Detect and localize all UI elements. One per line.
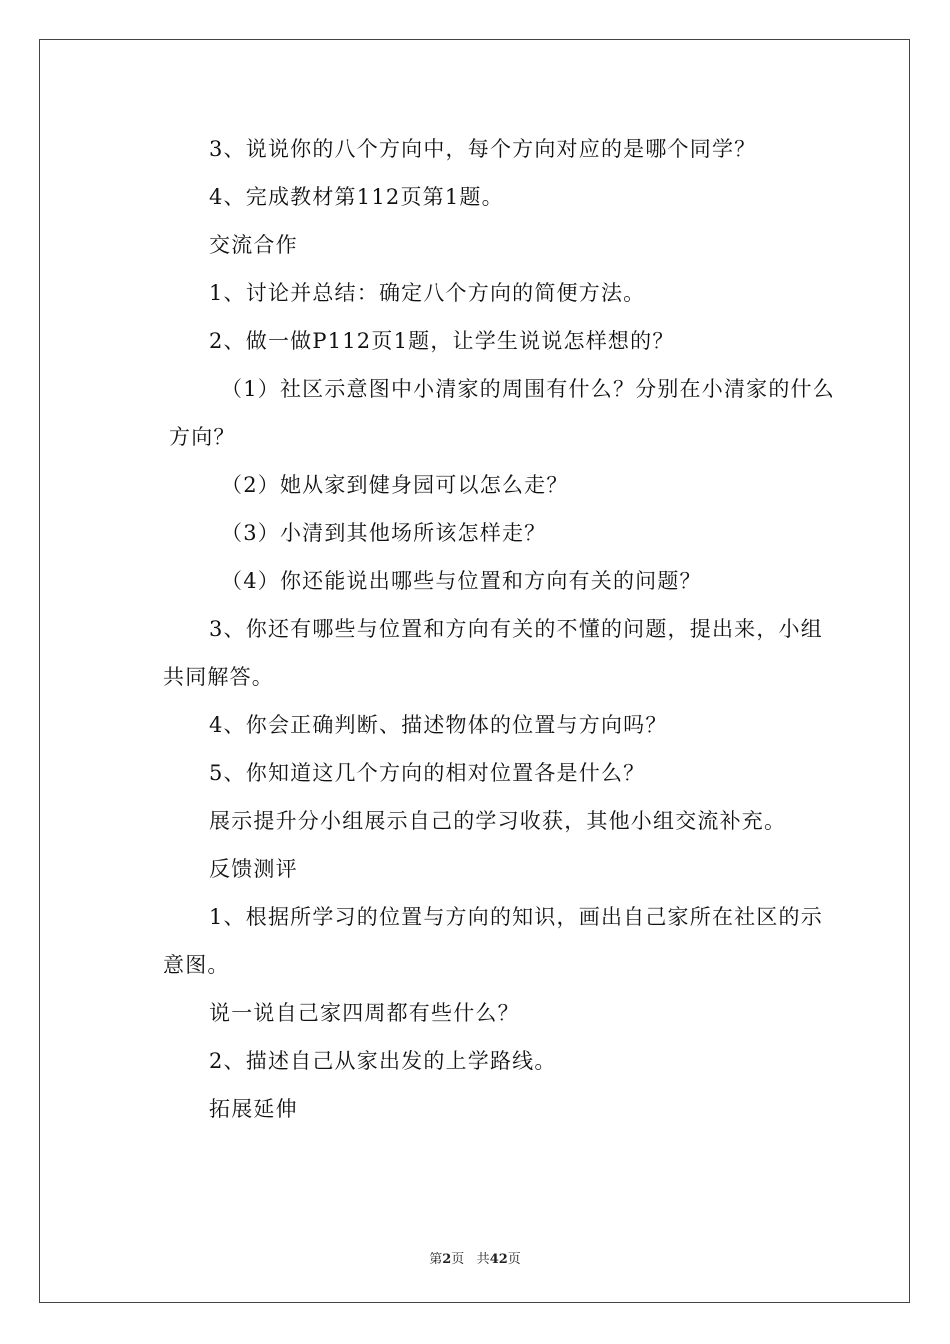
footer-page-suffix: 页 (451, 1252, 465, 1267)
paragraph: 4、你会正确判断、描述物体的位置与方向吗？ (209, 713, 668, 737)
paragraph: （1）社区示意图中小清家的周围有什么？分别在小清家的什么方向？ (169, 377, 835, 449)
paragraph: 3、你还有哪些与位置和方向有关的不懂的问题，提出来，小组共同解答。 (163, 617, 823, 689)
paragraph: 3、说说你的八个方向中，每个方向对应的是哪个同学？ (209, 137, 757, 161)
paragraph: 1、讨论并总结：确定八个方向的简便方法。 (209, 281, 646, 305)
footer-page-number: 2 (442, 1252, 452, 1267)
paragraph: （4）你还能说出哪些与位置和方向有关的问题？ (221, 569, 702, 593)
paragraph: （3）小清到其他场所该怎样走？ (221, 521, 547, 545)
paragraph: 2、做一做P112页1题，让学生说说怎样想的？ (209, 329, 675, 353)
paragraph: （2）她从家到健身园可以怎么走？ (221, 473, 569, 497)
paragraph: 展示提升分小组展示自己的学习收获，其他小组交流补充。 (209, 809, 787, 833)
footer-total-prefix: 共 (476, 1252, 490, 1267)
paragraph: 2、描述自己从家出发的上学路线。 (209, 1049, 557, 1073)
footer-total-suffix: 页 (507, 1252, 521, 1267)
paragraph: 5、你知道这几个方向的相对位置各是什么？ (209, 761, 646, 785)
paragraph: 交流合作 (209, 233, 298, 257)
paragraph: 4、完成教材第112页第1题。 (209, 185, 504, 209)
paragraph: 说一说自己家四周都有些什么？ (209, 1001, 520, 1025)
page-footer (0, 1248, 950, 1267)
document-body (117, 125, 837, 1133)
footer-prefix: 第 (429, 1252, 443, 1267)
paragraph: 反馈测评 (209, 857, 298, 881)
paragraph: 拓展延伸 (209, 1097, 298, 1121)
footer-total-pages: 42 (489, 1252, 508, 1267)
paragraph: 1、根据所学习的位置与方向的知识，画出自己家所在社区的示意图。 (163, 905, 823, 977)
